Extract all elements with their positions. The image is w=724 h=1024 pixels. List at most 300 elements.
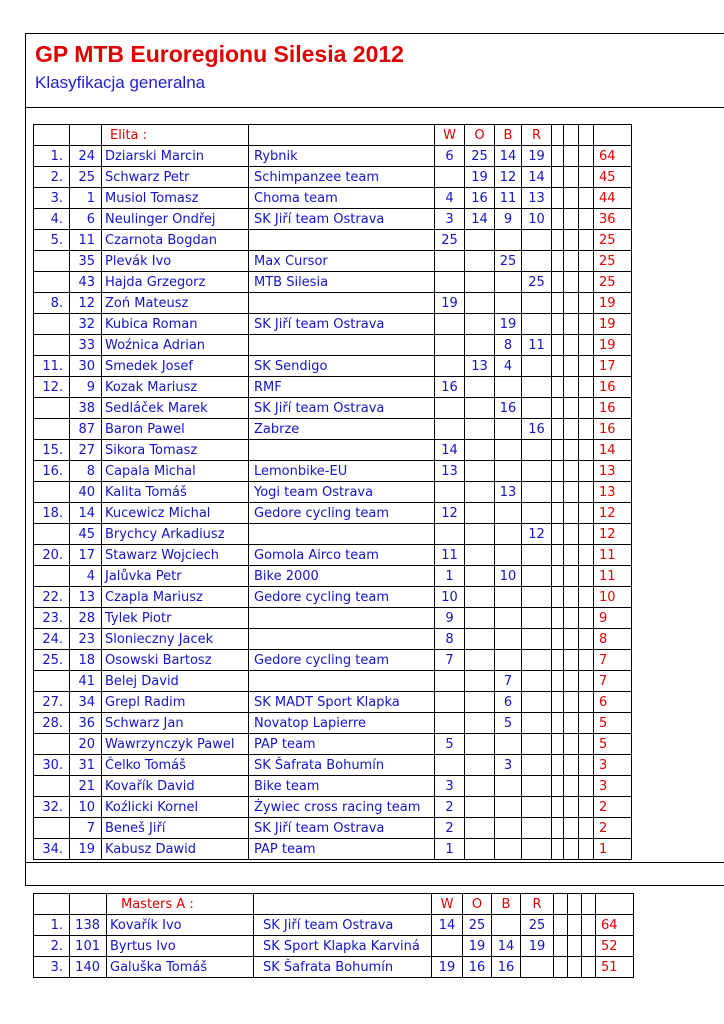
stage-column-header: R — [522, 125, 552, 146]
place-cell: 24. — [34, 629, 70, 650]
start-number-cell: 7 — [70, 818, 102, 839]
stage-points-cell — [522, 650, 552, 671]
place-cell — [34, 314, 70, 335]
stage-points-cell — [465, 608, 495, 629]
stage-points-cell — [495, 293, 522, 314]
empty-cell — [564, 734, 579, 755]
start-number-cell: 11 — [70, 230, 102, 251]
table-row — [34, 209, 632, 230]
stage-points-cell: 16 — [522, 419, 552, 440]
total-points-cell: 52 — [596, 936, 634, 957]
stage-points-cell: 16 — [465, 188, 495, 209]
empty-cell — [579, 503, 594, 524]
stage-points-cell — [495, 608, 522, 629]
empty-cell — [579, 776, 594, 797]
table-row — [34, 503, 632, 524]
table-row — [34, 461, 632, 482]
page-title: GP MTB Euroregionu Silesia 2012 — [35, 41, 404, 67]
rider-name-cell: Grepl Radim — [102, 692, 249, 713]
start-number-cell: 32 — [70, 314, 102, 335]
empty-cell — [552, 692, 564, 713]
empty-cell — [564, 188, 579, 209]
stage-points-cell: 7 — [495, 671, 522, 692]
start-number-cell: 40 — [70, 482, 102, 503]
stage-points-cell — [465, 251, 495, 272]
empty-cell — [579, 629, 594, 650]
empty-cell — [564, 335, 579, 356]
team-cell: PAP team — [249, 734, 435, 755]
place-cell: 25. — [34, 650, 70, 671]
total-points-cell: 5 — [594, 713, 632, 734]
stage-points-cell — [495, 503, 522, 524]
rider-name-cell: Czarnota Bogdan — [102, 230, 249, 251]
start-number-cell: 1 — [70, 188, 102, 209]
stage-points-cell: 16 — [495, 398, 522, 419]
stage-points-cell — [465, 461, 495, 482]
table-row — [34, 839, 632, 860]
stage-points-cell — [522, 671, 552, 692]
rider-name-cell: Brychcy Arkadiusz — [102, 524, 249, 545]
rider-name-cell: Slonieczny Jacek — [102, 629, 249, 650]
start-number-cell: 140 — [70, 957, 107, 978]
stage-points-cell — [465, 650, 495, 671]
start-number-cell: 138 — [70, 915, 107, 936]
empty-cell — [552, 797, 564, 818]
stage-points-cell — [522, 440, 552, 461]
empty-cell — [582, 957, 596, 978]
rider-name-cell: Tylek Piotr — [102, 608, 249, 629]
rider-name-cell: Kabusz Dawid — [102, 839, 249, 860]
stage-points-cell — [465, 419, 495, 440]
start-number-cell: 101 — [70, 936, 107, 957]
empty-cell — [564, 839, 579, 860]
stage-points-cell: 7 — [435, 650, 465, 671]
table-row — [34, 629, 632, 650]
start-number-cell: 23 — [70, 629, 102, 650]
empty-cell — [579, 419, 594, 440]
stage-points-cell: 11 — [522, 335, 552, 356]
stage-points-cell: 19 — [495, 314, 522, 335]
stage-points-cell — [465, 818, 495, 839]
empty-cell — [564, 482, 579, 503]
start-number-cell: 14 — [70, 503, 102, 524]
start-number-cell: 9 — [70, 377, 102, 398]
stage-points-cell: 12 — [495, 167, 522, 188]
stage-points-cell — [522, 818, 552, 839]
stage-points-cell: 13 — [495, 482, 522, 503]
empty-cell — [568, 894, 582, 915]
empty-cell — [582, 894, 596, 915]
rider-name-cell: Hajda Grzegorz — [102, 272, 249, 293]
stage-points-cell — [465, 524, 495, 545]
total-points-cell: 13 — [594, 482, 632, 503]
empty-cell — [552, 671, 564, 692]
stage-points-cell: 14 — [432, 915, 463, 936]
total-points-cell: 19 — [594, 335, 632, 356]
rider-name-cell: Osowski Bartosz — [102, 650, 249, 671]
empty-cell — [552, 398, 564, 419]
empty-cell — [579, 272, 594, 293]
table-row — [34, 272, 632, 293]
empty-cell — [579, 188, 594, 209]
stage-points-cell: 19 — [435, 293, 465, 314]
total-points-cell: 17 — [594, 356, 632, 377]
empty-cell — [554, 894, 568, 915]
empty-cell — [552, 272, 564, 293]
stage-points-cell — [465, 692, 495, 713]
empty-cell — [564, 587, 579, 608]
rider-name-cell: Beneš Jiří — [102, 818, 249, 839]
team-cell — [249, 524, 435, 545]
empty-cell — [579, 713, 594, 734]
table-row — [34, 755, 632, 776]
empty-cell — [564, 146, 579, 167]
stage-points-cell — [522, 503, 552, 524]
rider-name-cell: Kovařík Ivo — [107, 915, 254, 936]
empty-cell — [552, 713, 564, 734]
stage-points-cell: 13 — [465, 356, 495, 377]
team-cell — [249, 293, 435, 314]
stage-points-cell: 3 — [435, 209, 465, 230]
rider-name-cell: Koźlicki Kornel — [102, 797, 249, 818]
table-row — [34, 776, 632, 797]
stage-column-header: W — [435, 125, 465, 146]
empty-cell — [579, 692, 594, 713]
team-cell: Bike 2000 — [249, 566, 435, 587]
place-cell: 2. — [34, 936, 70, 957]
table-row — [34, 608, 632, 629]
team-cell: Gedore cycling team — [249, 587, 435, 608]
rider-name-cell: Byrtus Ivo — [107, 936, 254, 957]
stage-points-cell — [435, 692, 465, 713]
place-cell: 23. — [34, 608, 70, 629]
place-cell — [34, 398, 70, 419]
empty-cell — [579, 608, 594, 629]
stage-points-cell: 10 — [495, 566, 522, 587]
empty-cell — [564, 776, 579, 797]
stage-points-cell — [495, 440, 522, 461]
rider-name-cell: Galuška Tomáš — [107, 957, 254, 978]
team-cell: Lemonbike-EU — [249, 461, 435, 482]
stage-points-cell — [435, 755, 465, 776]
rider-name-cell: Wawrzynczyk Pawel — [102, 734, 249, 755]
empty-cell — [564, 230, 579, 251]
team-cell: Schimpanzee team — [249, 167, 435, 188]
table-row — [34, 957, 634, 978]
stage-points-cell: 14 — [435, 440, 465, 461]
team-cell: SK Šafrata Bohumín — [254, 957, 432, 978]
stage-points-cell — [522, 251, 552, 272]
stage-points-cell — [522, 734, 552, 755]
table-row — [34, 713, 632, 734]
total-points-cell: 2 — [594, 818, 632, 839]
empty-cell — [552, 503, 564, 524]
stage-points-cell — [435, 713, 465, 734]
total-points-cell: 10 — [594, 587, 632, 608]
empty-cell — [552, 734, 564, 755]
rider-name-cell: Capala Michal — [102, 461, 249, 482]
empty-cell — [552, 482, 564, 503]
empty-cell — [564, 566, 579, 587]
stage-points-cell — [435, 356, 465, 377]
empty-cell — [579, 167, 594, 188]
table-row — [34, 188, 632, 209]
stage-points-cell: 13 — [435, 461, 465, 482]
empty-cell — [564, 713, 579, 734]
total-points-cell: 1 — [594, 839, 632, 860]
category-label: Elita : — [102, 125, 249, 146]
empty-cell — [579, 230, 594, 251]
total-points-cell: 7 — [594, 650, 632, 671]
total-points-cell: 14 — [594, 440, 632, 461]
empty-cell — [564, 671, 579, 692]
empty-cell — [552, 650, 564, 671]
place-cell — [34, 818, 70, 839]
place-cell — [34, 566, 70, 587]
stage-points-cell — [522, 461, 552, 482]
rider-name-cell: Belej David — [102, 671, 249, 692]
start-number-cell: 41 — [70, 671, 102, 692]
stage-points-cell — [465, 797, 495, 818]
rider-name-cell: Kovařík David — [102, 776, 249, 797]
report-header — [25, 33, 724, 108]
total-points-cell: 25 — [594, 251, 632, 272]
empty-cell — [579, 797, 594, 818]
stage-points-cell — [522, 692, 552, 713]
rider-name-cell: Jalůvka Petr — [102, 566, 249, 587]
rider-name-cell: Plevák Ivo — [102, 251, 249, 272]
stage-points-cell: 11 — [435, 545, 465, 566]
team-cell: SK Jiří team Ostrava — [254, 915, 432, 936]
stage-points-cell — [495, 545, 522, 566]
total-points-cell: 5 — [594, 734, 632, 755]
stage-points-cell — [522, 356, 552, 377]
category-header-row — [34, 125, 632, 146]
team-cell: SK MADT Sport Klapka — [249, 692, 435, 713]
place-cell: 4. — [34, 209, 70, 230]
start-number-cell: 30 — [70, 356, 102, 377]
stage-points-cell — [465, 755, 495, 776]
total-points-cell: 13 — [594, 461, 632, 482]
table-row — [34, 419, 632, 440]
total-points-cell: 19 — [594, 314, 632, 335]
empty-cell — [552, 125, 564, 146]
stage-points-cell: 16 — [435, 377, 465, 398]
rider-name-cell: Kubica Roman — [102, 314, 249, 335]
empty-cell — [34, 125, 70, 146]
start-number-cell: 6 — [70, 209, 102, 230]
stage-points-cell — [435, 482, 465, 503]
start-number-cell: 36 — [70, 713, 102, 734]
empty-cell — [552, 545, 564, 566]
start-number-cell: 35 — [70, 251, 102, 272]
team-cell: Novatop Lapierre — [249, 713, 435, 734]
rider-name-cell: Neulinger Ondřej — [102, 209, 249, 230]
empty-cell — [579, 734, 594, 755]
rider-name-cell: Dziarski Marcin — [102, 146, 249, 167]
empty-cell — [579, 251, 594, 272]
table-row — [34, 293, 632, 314]
stage-points-cell: 10 — [522, 209, 552, 230]
total-points-cell: 12 — [594, 503, 632, 524]
empty-cell — [552, 146, 564, 167]
stage-points-cell — [522, 545, 552, 566]
team-cell: RMF — [249, 377, 435, 398]
place-cell: 22. — [34, 587, 70, 608]
team-cell — [249, 629, 435, 650]
table-row — [34, 230, 632, 251]
stage-points-cell: 25 — [463, 915, 492, 936]
total-points-cell: 44 — [594, 188, 632, 209]
team-cell: SK Jiří team Ostrava — [249, 398, 435, 419]
empty-cell — [564, 209, 579, 230]
place-cell: 15. — [34, 440, 70, 461]
empty-cell — [579, 314, 594, 335]
empty-cell — [579, 335, 594, 356]
rider-name-cell: Kalita Tomáš — [102, 482, 249, 503]
stage-points-cell: 5 — [495, 713, 522, 734]
stage-points-cell: 8 — [435, 629, 465, 650]
empty-cell — [564, 797, 579, 818]
start-number-cell: 17 — [70, 545, 102, 566]
stage-column-header: O — [465, 125, 495, 146]
stage-points-cell: 12 — [522, 524, 552, 545]
stage-points-cell: 2 — [435, 818, 465, 839]
place-cell — [34, 251, 70, 272]
stage-points-cell — [522, 776, 552, 797]
empty-cell — [564, 419, 579, 440]
table-row — [34, 440, 632, 461]
empty-cell — [552, 818, 564, 839]
place-cell: 1. — [34, 146, 70, 167]
stage-column-header: O — [463, 894, 492, 915]
place-cell: 8. — [34, 293, 70, 314]
category-label: Masters A : — [107, 894, 254, 915]
start-number-cell: 18 — [70, 650, 102, 671]
stage-points-cell — [465, 671, 495, 692]
stage-points-cell: 19 — [521, 936, 554, 957]
stage-points-cell: 4 — [435, 188, 465, 209]
place-cell: 5. — [34, 230, 70, 251]
stage-points-cell: 4 — [495, 356, 522, 377]
rider-name-cell: Musiol Tomasz — [102, 188, 249, 209]
stage-points-cell — [495, 734, 522, 755]
team-cell: MTB Silesia — [249, 272, 435, 293]
stage-points-cell: 25 — [495, 251, 522, 272]
total-points-cell: 16 — [594, 398, 632, 419]
stage-points-cell — [495, 776, 522, 797]
stage-column-header: B — [492, 894, 521, 915]
table-row — [34, 797, 632, 818]
category-header-row — [34, 894, 634, 915]
start-number-cell: 25 — [70, 167, 102, 188]
team-cell: PAP team — [249, 839, 435, 860]
rider-name-cell: Zoń Mateusz — [102, 293, 249, 314]
empty-cell — [579, 209, 594, 230]
empty-cell — [579, 440, 594, 461]
stage-points-cell — [465, 545, 495, 566]
stage-points-cell: 10 — [435, 587, 465, 608]
elita-results-table — [33, 124, 632, 860]
empty-cell — [579, 566, 594, 587]
table-row — [34, 566, 632, 587]
table-row — [34, 356, 632, 377]
table-row — [34, 734, 632, 755]
empty-cell — [579, 755, 594, 776]
table-row — [34, 692, 632, 713]
start-number-cell: 28 — [70, 608, 102, 629]
start-number-cell: 43 — [70, 272, 102, 293]
table-row — [34, 251, 632, 272]
start-number-cell: 20 — [70, 734, 102, 755]
stage-points-cell: 14 — [522, 167, 552, 188]
table-row — [34, 377, 632, 398]
stage-points-cell — [522, 629, 552, 650]
start-number-cell: 24 — [70, 146, 102, 167]
section-spacer — [25, 862, 724, 886]
stage-points-cell — [435, 419, 465, 440]
empty-cell — [552, 629, 564, 650]
empty-cell — [564, 545, 579, 566]
stage-points-cell — [465, 398, 495, 419]
stage-points-cell — [435, 272, 465, 293]
team-cell — [249, 440, 435, 461]
stage-points-cell — [465, 314, 495, 335]
empty-cell — [564, 272, 579, 293]
empty-cell — [552, 335, 564, 356]
table-row — [34, 146, 632, 167]
stage-points-cell — [465, 230, 495, 251]
stage-points-cell — [495, 587, 522, 608]
place-cell — [34, 482, 70, 503]
stage-points-cell: 19 — [463, 936, 492, 957]
stage-points-cell: 8 — [495, 335, 522, 356]
stage-points-cell — [495, 419, 522, 440]
total-points-cell: 12 — [594, 524, 632, 545]
stage-points-cell — [435, 398, 465, 419]
stage-points-cell: 11 — [495, 188, 522, 209]
empty-cell — [564, 503, 579, 524]
place-cell — [34, 419, 70, 440]
stage-points-cell — [465, 839, 495, 860]
page-subtitle: Klasyfikacja generalna — [35, 73, 206, 92]
stage-points-cell — [465, 503, 495, 524]
table-row — [34, 314, 632, 335]
place-cell: 2. — [34, 167, 70, 188]
table-row — [34, 167, 632, 188]
total-points-cell: 9 — [594, 608, 632, 629]
table-row — [34, 335, 632, 356]
stage-points-cell — [435, 524, 465, 545]
team-cell: SK Jiří team Ostrava — [249, 314, 435, 335]
stage-points-cell — [495, 818, 522, 839]
empty-cell — [254, 894, 432, 915]
empty-cell — [34, 894, 70, 915]
empty-cell — [552, 839, 564, 860]
total-points-cell: 2 — [594, 797, 632, 818]
stage-points-cell: 3 — [495, 755, 522, 776]
empty-cell — [594, 125, 632, 146]
place-cell: 34. — [34, 839, 70, 860]
empty-cell — [568, 936, 582, 957]
empty-cell — [564, 818, 579, 839]
empty-cell — [552, 461, 564, 482]
stage-points-cell — [522, 314, 552, 335]
empty-cell — [582, 936, 596, 957]
empty-cell — [552, 293, 564, 314]
total-points-cell: 6 — [594, 692, 632, 713]
stage-points-cell: 14 — [465, 209, 495, 230]
